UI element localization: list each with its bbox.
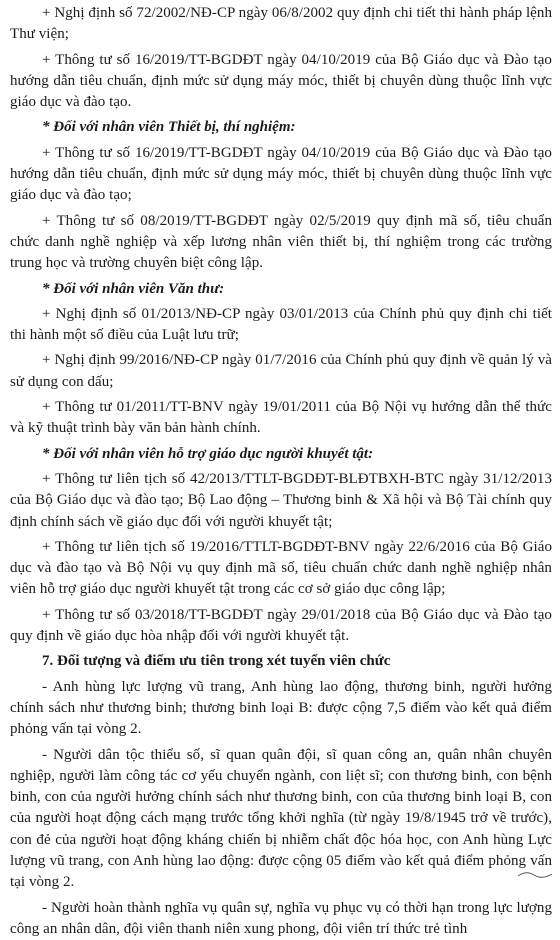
subheading-disability-support-staff: * Đối với nhân viên hỗ trợ giáo dục người khuyết tật: (42, 445, 374, 462)
subheading-equipment-lab-staff: * Đối với nhân viên Thiết bị, thí nghiệm: (42, 119, 296, 136)
paragraph-circular-16-2019-equipment: + Thông tư số 16/2019/TT-BGDĐT ngày 04/10/2019 của Bộ Giáo dục và Đào tạo hướng dẫn tiêu chuẩn, định mức sử dụng máy móc, thiết bị chuyên dùng thuộc lĩnh vực giáo dục và đào tạo; (10, 144, 552, 204)
paragraph-joint-circular-19-2016: + Thông tư liên tịch số 19/2016/TTLT-BGDĐT-BNV ngày 22/6/2016 của Bộ Giáo dục và đào tạo và Bộ Nội vụ quy định mã số, tiêu chuẩn chức danh nghề nghiệp nhân viên hỗ trợ giáo dục người khuyết tật trong các cơ sở giáo dục công lập; (10, 538, 552, 598)
paragraph-circular-16-2019-library: + Thông tư số 16/2019/TT-BGDĐT ngày 04/10/2019 của Bộ Giáo dục và Đào tạo hướng dẫn tiêu chuẩn, định mức sử dụng máy móc, thiết bị chuyên dùng thuộc lĩnh vực giáo dục và đào tạo. (10, 51, 552, 111)
paragraph-decree-72-2002: + Nghị định số 72/2002/NĐ-CP ngày 06/8/2002 quy định chi tiết thi hành pháp lệnh Thư viện; (10, 5, 552, 43)
section-heading-priority: 7. Đối tượng và điểm ưu tiên trong xét tuyển viên chức (42, 653, 391, 670)
paragraph-circular-01-2011: + Thông tư 01/2011/TT-BNV ngày 19/01/2011 của Bộ Nội vụ hướng dẫn thể thức và kỹ thuật trình bày văn bản hành chính. (10, 399, 552, 437)
paragraph-circular-03-2018: + Thông tư số 03/2018/TT-BGDĐT ngày 29/01/2018 của Bộ Giáo dục và Đào tạo quy định về giáo dục hòa nhập đối với người khuyết tật. (10, 606, 552, 645)
paragraph-joint-circular-42-2013: + Thông tư liên tịch số 42/2013/TTLT-BGDĐT-BLĐTBXH-BTC ngày 31/12/2013 của Bộ Giáo dục và đào tạo; Bộ Lao động – Thương binh & Xã hội và Bộ Tài chính quy định chính sách về giáo dục đối với người khuyết tật; (10, 470, 552, 530)
paragraph-priority-military-service: - Người hoàn thành nghĩa vụ quân sự, nghĩa vụ phục vụ có thời hạn trong lực lượng công an nhân dân, đội viên thanh niên xung phong, đội viên trí thức trẻ tình (10, 899, 552, 937)
paragraph-decree-99-2016: + Nghị định 99/2016/NĐ-CP ngày 01/7/2016 của Chính phủ quy định về quản lý và sử dụng con dấu; (10, 352, 552, 390)
paragraph-circular-08-2019: + Thông tư số 08/2019/TT-BGDĐT ngày 02/5/2019 quy định mã số, tiêu chuẩn chức danh nghề nghiệp và xếp lương nhân viên thiết bị, thí nghiệm trong các trường trung học và trường chuyên biệt công lập. (10, 212, 552, 272)
page-edge-mark-icon (516, 868, 556, 880)
subheading-clerical-staff: * Đối với nhân viên Văn thư: (42, 280, 225, 297)
paragraph-priority-minorities: - Người dân tộc thiểu số, sĩ quan quân đội, sĩ quan công an, quân nhân chuyên nghiệp, người làm công tác cơ yếu chuyển ngành, con liệt sĩ; con thương binh, con bệnh binh, con của người hưởng chính sách như thương binh, con của thương binh loại B, con của người hoạt động cách mạng trước tổng khởi nghĩa (từ ngày 19/8/1945 trở về trước), con đẻ của người hoạt động kháng chiến bị nhiễm chất độc hóa học, con Anh hùng Lực lượng vũ trang, con Anh hùng lao động: được cộng 05 điểm vào kết quả điểm phỏng vấn tại vòng 2. (10, 746, 552, 891)
paragraph-decree-01-2013: + Nghị định số 01/2013/NĐ-CP ngày 03/01/2013 của Chính phủ quy định chi tiết thi hành một số điều của Luật lưu trữ; (10, 305, 552, 344)
paragraph-priority-heroes: - Anh hùng lực lượng vũ trang, Anh hùng lao động, thương binh, người hưởng chính sách như thương binh; thương binh loại B: được cộng 7,5 điểm vào kết quả điểm phỏng vấn tại vòng 2. (10, 678, 552, 738)
